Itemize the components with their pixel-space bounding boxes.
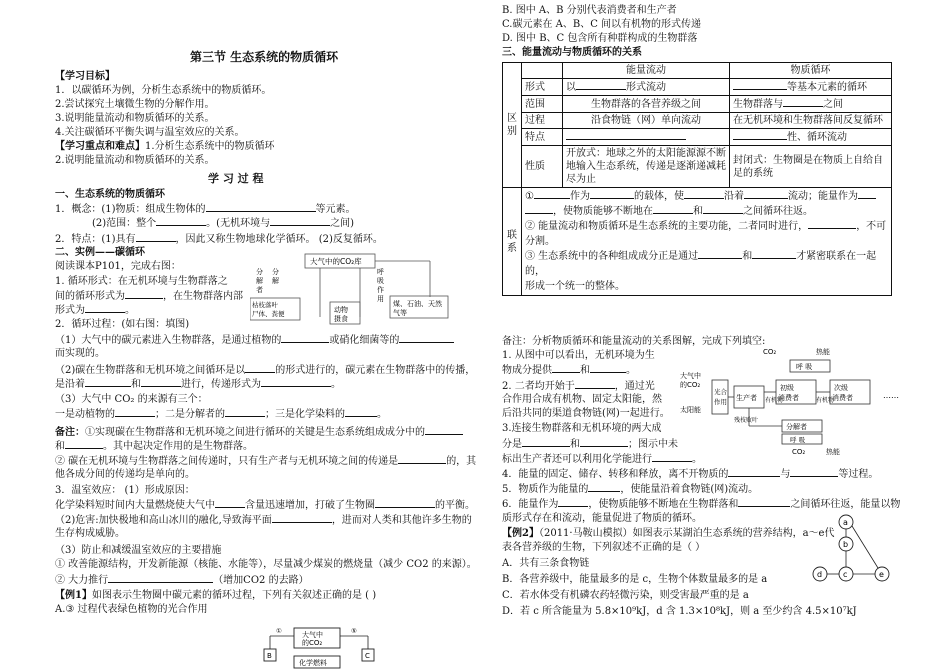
blank[interactable]	[858, 189, 876, 199]
node-c: c	[843, 570, 848, 579]
lk3b: ，不可分割。	[525, 221, 887, 247]
section-3-heading: 三、能量流动与物质循环的关系	[502, 47, 642, 58]
blank[interactable]	[115, 407, 155, 417]
fig3-heat: 热能	[816, 348, 830, 356]
q1b-text: 物成分提供	[502, 365, 552, 376]
greenhouse: 3．温室效应： (1）形成原因：	[55, 485, 195, 496]
blank[interactable]	[808, 219, 856, 229]
lk4b: 和	[742, 251, 753, 262]
ex1-option-b: B. 图中 A、B 分别代表消费者和生产者	[502, 5, 677, 16]
food-web-figure	[812, 512, 892, 590]
lk2b: 和	[693, 206, 703, 217]
material-form-c: 等基本元素的循环	[787, 82, 867, 93]
note-1	[55, 425, 463, 439]
blank[interactable]	[398, 454, 446, 464]
link-cell	[522, 188, 892, 296]
material-trait	[730, 129, 892, 146]
svg-text:次级: 次级	[834, 384, 848, 392]
blank[interactable]	[85, 377, 131, 387]
key-1: 1.分析生态系统中的物质循环	[145, 141, 275, 152]
blank[interactable]	[566, 130, 686, 140]
concept-2-mid: 。(无机环境与	[206, 218, 271, 229]
blank[interactable]	[590, 363, 626, 373]
lk3: ② 能量流动和物质循环是生态系统的主要功能，二者同时进行，	[525, 221, 809, 232]
svg-text:大气中: 大气中	[680, 372, 701, 380]
node-b: b	[843, 540, 849, 549]
concept-2-end: 之间)	[330, 218, 354, 229]
p22-text-2: 的形式进行的，碳元素在生物群落中的传播，	[275, 365, 476, 376]
link-4	[525, 249, 888, 279]
flow-figure	[678, 344, 928, 462]
note-2c: 他各成分间的传递均是单向的。	[55, 469, 195, 480]
note-label: 备注：	[55, 427, 85, 438]
blank[interactable]	[245, 363, 275, 373]
g33c: （增加CO2 的去路）	[213, 575, 309, 586]
carbon-cycle-figure	[250, 252, 465, 340]
q6-text: 6．能量作为	[502, 499, 559, 510]
p22f-text: 。	[331, 379, 341, 390]
concept-2-text: (2)范围：整个	[92, 218, 157, 229]
fig3-co2-top: CO₂	[763, 348, 777, 356]
row-trait: 特点	[522, 129, 563, 146]
fig2-fuel: 化学燃料	[299, 659, 327, 667]
ex2-u: 表各营养级的生物，下列叙述不正确的是（ ）	[502, 542, 706, 553]
form-text-3: 形式为	[55, 305, 85, 316]
fig2-c: C	[365, 652, 370, 660]
feature-mid: ，因此又称生物地球化学循环。 (2)反复循环。	[175, 234, 383, 245]
fig-decomposer: 分解者	[256, 268, 263, 294]
blank[interactable]	[156, 216, 206, 226]
svg-text:气等: 气等	[393, 309, 407, 317]
node-a: a	[843, 518, 848, 527]
lk2: ，使物质能够不断地在	[553, 206, 653, 217]
row-nature: 性质	[522, 146, 563, 188]
q3b-text: 分是	[502, 439, 522, 450]
concept-1-text: 1．概念：(1)物质：组成生物体的	[55, 204, 206, 215]
section-2-heading: 二、实例——碳循环	[55, 247, 145, 258]
svg-text:摄食: 摄食	[334, 315, 348, 323]
lk1: ①	[525, 191, 534, 202]
blank[interactable]	[534, 189, 570, 199]
q3e-text: 标出生产者还可以利用化学能进行	[502, 454, 652, 465]
p22-text: （2)碳在生物群落和无机环境之间循环是以	[55, 365, 246, 376]
ex1-option-a: A.③ 过程代表绿色植物的光合作用	[55, 604, 208, 615]
q4b-text: 与	[780, 469, 791, 480]
q3b	[502, 437, 678, 451]
q3: 3.连接生物群落和无机环境的两大成	[502, 423, 662, 434]
blank[interactable]	[738, 497, 790, 507]
key-heading: 【学习重点和难点】	[55, 141, 145, 152]
q3c-text: 和	[570, 439, 580, 450]
lk2c: 之间循环往返。	[743, 206, 813, 217]
q6c-text: 之间循环往返，能量以物	[790, 499, 901, 510]
p22c-text: 是沿着	[55, 379, 85, 390]
lk1c: 的载体，使	[633, 191, 684, 202]
form-text: 间的循环形式为	[55, 291, 125, 302]
key-line-2: 2.说明能量流动和物质循环的关系。	[55, 155, 215, 166]
fig3-heat-bottom: 热能	[826, 448, 840, 456]
q3f-text: 。	[692, 454, 702, 465]
p22	[55, 363, 475, 377]
greenhouse-harm-2: 生存构成威胁。	[55, 528, 125, 539]
note-right: 备注：分析物质循环和能量流动的关系图解，完成下列填空:	[502, 336, 766, 347]
energy-trait	[563, 129, 730, 146]
blank[interactable]	[580, 437, 628, 447]
diff-label: 区别	[503, 63, 522, 188]
example-1	[55, 589, 376, 602]
q1c-text: 和	[580, 365, 590, 376]
blank[interactable]	[375, 498, 435, 508]
blank[interactable]	[270, 216, 330, 226]
note-2-text: ② 碳在无机环境与生物群落之间传递时，只有生产者与无机环境之间的传递是	[55, 456, 399, 467]
svg-text:的CO₂: 的CO₂	[302, 639, 323, 647]
ex2-option-c: C．若水体受有机磷农药轻微污染，则受害最严重的是 a	[502, 590, 749, 601]
concept-1	[55, 202, 356, 216]
p23d: 。	[377, 409, 387, 420]
fig3-co2-bottom: CO₂	[792, 448, 806, 456]
fig2-n1: ①	[276, 627, 282, 635]
material-trait-b: 性、循环流动	[787, 132, 847, 143]
q6b-text: ，使物质能够不断地在生物群落和	[588, 499, 739, 510]
row-scope: 范围	[522, 96, 563, 113]
material-process: 在无机环境和生物群落间反复循环	[730, 113, 892, 129]
note-2	[55, 454, 476, 468]
svg-text:作用: 作用	[714, 398, 727, 406]
row-form: 形式	[522, 79, 563, 96]
q4-text: 4．能量的固定、储存、转移和释放，离不开物质的	[502, 469, 729, 480]
abc-cycle-figure	[258, 622, 383, 670]
blank[interactable]	[345, 407, 377, 417]
energy-nature: 开放式：地球之外的太阳能源源不断地输入生态系统，传递是逐渐递减耗尽为止	[563, 146, 730, 188]
blank[interactable]	[783, 97, 823, 107]
fig2-n5: ⑤	[351, 627, 357, 635]
energy-form-b: 形式流动	[626, 82, 666, 93]
node-d: d	[817, 570, 823, 579]
p22c	[55, 377, 341, 391]
blank[interactable]	[576, 80, 626, 90]
material-scope	[730, 96, 892, 113]
blank[interactable]	[85, 303, 125, 313]
ex2-option-b: B．各营养级中，能量最多的是 c，生物个体数量最多的是 a	[502, 574, 768, 585]
q4	[502, 467, 878, 481]
g3c: 的平衡。	[435, 500, 475, 511]
example-2	[502, 527, 834, 540]
p23: （3）大气中 CO₂ 的来源有三个：	[55, 394, 208, 405]
blank[interactable]	[399, 333, 454, 343]
blank[interactable]	[698, 249, 742, 259]
feature-text: 2．特点：(1)具有	[55, 234, 136, 245]
svg-text:初级: 初级	[780, 384, 794, 392]
lk1e: 流动；能量作为	[787, 191, 858, 202]
q2d: 后沿共同的渠道食物链(网)一起进行。	[502, 408, 670, 419]
q2-text: 2. 二者均开始于	[502, 381, 575, 392]
lk4c: 才紧密联系在一起的，	[525, 251, 877, 277]
blank[interactable]	[653, 204, 693, 214]
ex2-label: 【例2】	[502, 528, 539, 539]
ex1-text: 如图表示生物圈中碳元素的循环过程，下列有关叙述正确的是 ( )	[91, 590, 377, 601]
fig2-center: 大气中	[302, 631, 323, 639]
blank[interactable]	[558, 497, 588, 507]
goal-3: 3.说明能量流动和物质循环的关系。	[55, 113, 215, 124]
fig3-producer: 生产者	[736, 394, 757, 402]
svg-text:有机物: 有机物	[816, 397, 835, 404]
q3e	[502, 452, 702, 466]
svg-text:枯枝落叶: 枯枝落叶	[252, 301, 278, 309]
measure-1: ① 改善能源结构，开发新能源（核能、水能等），尽量减少煤炭的燃烧量（减少 CO2 的来源）。	[55, 559, 477, 570]
note-1c-text: 。其中起决定作用的是生物群落。	[103, 441, 253, 452]
fig3-resp2: 呼 吸	[790, 436, 806, 444]
q1b	[502, 363, 636, 377]
q6d: 质形式存在和流动，能量促进了物质的循环。	[502, 513, 702, 524]
lk1b: 作为	[569, 191, 590, 202]
g3d: （2)危害:加快极地和高山冰川的融化,导致海平面	[55, 515, 272, 526]
blank[interactable]	[281, 333, 329, 343]
link-2	[525, 204, 888, 219]
ex2-option-a: A．共有三条食物链	[502, 558, 590, 569]
blank[interactable]	[590, 189, 634, 199]
material-form	[730, 79, 892, 96]
svg-text:尸体、粪便: 尸体、粪便	[252, 310, 285, 318]
q1d-text: 。	[626, 365, 636, 376]
blank[interactable]	[108, 573, 213, 583]
page-title: 第三节 生态系统的物质循环	[190, 50, 339, 64]
goal-1: 1．以碳循环为例，分析生态系统中的物质循环。	[55, 85, 272, 96]
process-line: 2．循环过程：(如右图：填图)	[55, 319, 190, 330]
lk1d: 沿着	[723, 191, 744, 202]
q5-text: 5．物质作为能量的	[502, 484, 589, 495]
energy-form-a: 以	[566, 82, 576, 93]
blank[interactable]	[552, 363, 580, 373]
g33b: ② 大力推行	[55, 575, 109, 586]
blank[interactable]	[703, 204, 743, 214]
note-1b	[55, 439, 253, 453]
ex1-option-d: D. 图中 B、C 包含所有种群构成的生物群落	[502, 33, 698, 44]
measure-2	[55, 573, 309, 587]
p21c: 而实现的。	[55, 348, 105, 359]
blank[interactable]	[125, 289, 163, 299]
form-end: 。	[125, 305, 135, 316]
blank[interactable]	[225, 407, 265, 417]
note-1-text: ①实现碳在生物群落和无机环境之间进行循环的关键是生态系统组成成分中的	[85, 427, 425, 438]
form-line-3	[55, 303, 135, 317]
q4c-text: 等过程。	[838, 469, 879, 480]
blank[interactable]	[588, 482, 620, 492]
concept-2	[92, 216, 354, 230]
p21-text-2: 或硝化细菌等的	[329, 335, 400, 346]
link-3	[525, 219, 888, 249]
p21	[55, 333, 454, 347]
q2b-text: ，通过光	[614, 381, 655, 392]
blank[interactable]	[206, 202, 316, 212]
fig3-decomposer: 分解者	[786, 423, 807, 431]
goal-4: 4.关注碳循环平衡失调与温室效应的关系。	[55, 127, 245, 138]
concept-1-end: 等元素。	[315, 204, 356, 215]
p23b: ；二是分解者的	[155, 409, 225, 420]
p21-text: （1）大气中的碳元素进入生物群落，是通过植物的	[55, 335, 282, 346]
form-line-1: 1. 循环形式：在无机环境与生物群落之	[55, 276, 228, 287]
q1: 1. 从图中可以看出，无机环境为生	[502, 350, 655, 361]
energy-scope: 生物群落的各营养级之间	[563, 96, 730, 113]
svg-text:的CO₂: 的CO₂	[680, 381, 701, 389]
link-label: 联系	[503, 188, 522, 296]
p22e-text: 进行，传递形式为	[181, 379, 261, 390]
q2	[502, 379, 655, 393]
p23a: 一是动植物的	[55, 409, 115, 420]
col-material: 物质循环	[730, 63, 892, 79]
q3d-text: ；图示中未	[628, 439, 678, 450]
greenhouse-cause	[55, 498, 475, 512]
blank[interactable]	[733, 130, 787, 140]
blank[interactable]	[744, 189, 788, 199]
fig-top: 大气中的CO₂库	[310, 257, 362, 266]
g3e: ，进而对人类和其他许多生物的	[331, 515, 472, 526]
p22d-text: 和	[131, 379, 141, 390]
q6	[502, 497, 900, 511]
fig2-b: B	[267, 652, 272, 660]
goals-heading: 【学习目标】	[55, 71, 115, 82]
form-text-2: ，在生物群落内部	[163, 291, 243, 302]
svg-text:有机物: 有机物	[765, 397, 784, 404]
svg-text:消费者: 消费者	[778, 394, 799, 402]
blank[interactable]	[141, 377, 181, 387]
form-line-2	[55, 289, 243, 303]
ex1-label: 【例1】	[55, 590, 92, 601]
blank[interactable]	[136, 232, 176, 242]
greenhouse-harm	[55, 513, 472, 527]
svg-text:消费者: 消费者	[832, 394, 853, 402]
ex2-option-d: D．若 c 所含能量为 5.8×10⁹kJ，d 含 1.3×10⁸kJ，则 a 至少约含 4.5×10⁷kJ	[502, 606, 857, 617]
fig-fuel: 煤、石油、天然	[393, 300, 442, 308]
blank[interactable]	[790, 467, 838, 477]
blank[interactable]	[425, 425, 463, 435]
fig3-fix: 残枝败叶	[734, 417, 759, 424]
blank[interactable]	[728, 467, 780, 477]
node-e: e	[879, 570, 884, 579]
p23-line	[55, 407, 387, 421]
svg-text:分解: 分解	[272, 268, 279, 285]
blank[interactable]	[525, 204, 553, 214]
material-nature: 封闭式：生物圈是在物质上自给自足的系统	[730, 146, 892, 188]
svg-text:呼吸作用: 呼吸作用	[377, 268, 384, 303]
section-1-heading: 一、生态系统的物质循环	[55, 189, 165, 200]
note-1b-text: 和	[55, 441, 65, 452]
material-scope-b: 生物群落与	[733, 99, 783, 110]
ex2-text: （2011·马鞍山模拟）如图表示某湖泊生态系统的营养结构，a～e代	[538, 528, 835, 539]
p23c: ；三是化学染料的	[265, 409, 345, 420]
key-line-1	[55, 140, 275, 153]
q5	[502, 482, 758, 496]
material-scope-c: 之间	[823, 99, 843, 110]
feature	[55, 232, 383, 246]
svg-text:动物: 动物	[334, 306, 348, 314]
blank[interactable]	[65, 439, 103, 449]
link-5: 形成一个统一的整体。	[525, 281, 625, 292]
process-heading: 学 习 过 程	[208, 172, 264, 185]
lk4: ③ 生态系统中的各种组成成分正是通过	[525, 251, 699, 262]
g3a: 化学染料短时间内大量燃烧使大气中	[55, 500, 215, 511]
col-energy: 能量流动	[563, 63, 730, 79]
blank[interactable]	[684, 189, 724, 199]
energy-form	[563, 79, 730, 96]
blank[interactable]	[733, 80, 787, 90]
fig3-dots: ……	[883, 391, 899, 400]
blank[interactable]	[522, 437, 570, 447]
goal-2: 2.尝试探究土壤微生物的分解作用。	[55, 99, 215, 110]
blank[interactable]	[752, 249, 796, 259]
note-2b-text: 的，其	[446, 456, 477, 467]
fig3-sun: 太阳能	[680, 406, 701, 414]
comparison-table	[502, 62, 892, 296]
fig3-resp: 呼 吸	[796, 363, 813, 371]
svg-text:光合: 光合	[714, 388, 727, 396]
blank[interactable]	[215, 498, 245, 508]
measures: （3）防止和减缓温室效应的主要措施	[55, 545, 222, 556]
blank[interactable]	[261, 377, 331, 387]
blank[interactable]	[575, 379, 615, 389]
link-1	[525, 189, 888, 204]
read-text: 阅读课本P101，完成右图：	[55, 261, 181, 272]
g3b: 含量迅速增加，打破了生物圈	[245, 500, 375, 511]
q5b-text: ，使能量沿着食物链(网)流动。	[620, 484, 759, 495]
ex1-option-c: C.碳元素在 A、B、C 间以有机物的形式传递	[502, 19, 702, 30]
blank[interactable]	[272, 513, 332, 523]
row-process: 过程	[522, 113, 563, 129]
energy-process: 沿食物链（网）单向流动	[563, 113, 730, 129]
q2c: 合作用合成有机物、固定太阳能，然	[502, 394, 662, 405]
